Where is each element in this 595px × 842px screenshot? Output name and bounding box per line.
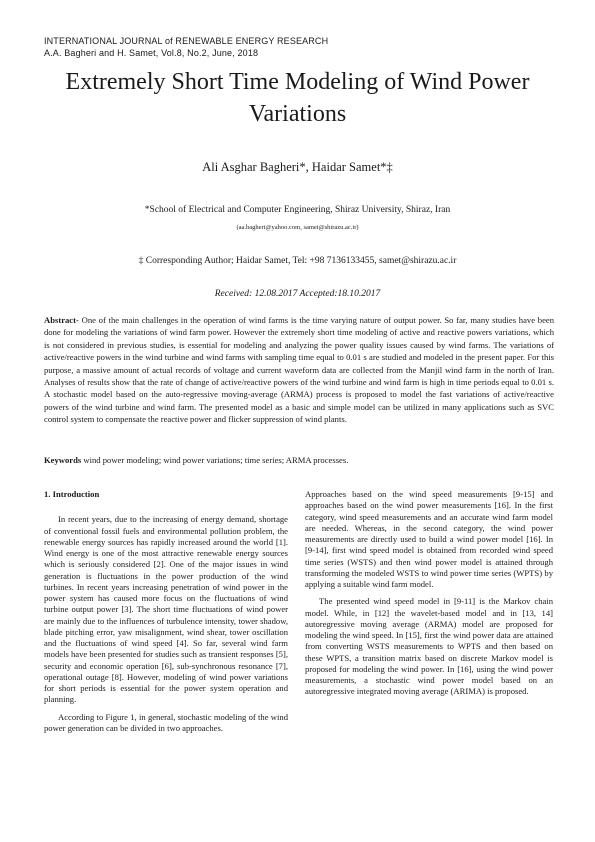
- corresponding-author: ‡ Corresponding Author; Haidar Samet, Tel: +98 7136133455, samet@shirazu.ac.ir: [138, 256, 457, 266]
- paper-title: Extremely Short Time Modeling of Wind Power Variations: [65, 69, 530, 127]
- abstract-label: Abstract-: [44, 315, 79, 325]
- section-heading-introduction: 1. Introduction: [44, 489, 100, 499]
- paragraph: According to Figure 1, in general, stochastic modeling of the wind power generation can be divided in two approaches.: [44, 711, 288, 733]
- left-column: [44, 489, 288, 740]
- affiliation: *School of Electrical and Computer Engineering, Shiraz University, Shiraz, Iran: [144, 205, 451, 215]
- keywords-text: wind power modeling; wind power variations; time series; ARMA processes.: [83, 455, 349, 465]
- citation-line: A.A. Bagheri and H. Samet, Vol.8, No.2, June, 2018: [44, 48, 259, 58]
- received-accepted-dates: Received: 12.08.2017 Accepted:18.10.2017: [214, 289, 381, 299]
- paragraph: In recent years, due to the increasing of energy demand, shortage of conventional fossil fuels and environmental pollution problem, the renewable energy sources has rapidly increased around the world [1]. Wind energy is one of the most attractive renewable energy sources which is seriously considered [2]. One of the major issues in wind generation is fluctuations in the power production of the wind turbines. In recent years increasing penetration of wind power in the power system has caused more focus on the fluctuations of wind turbine output power [3]. The short time fluctuations of wind power are mainly due to the influences of turbulence intensity, tower shadow, blade pitching error, yaw misalignment, wind shear, tower oscillation and the fluctuations of wind speed [4]. So far, several wind farm models have been presented for studies such as transient responses [5], security and economic operation [6], sub-synchronous resonance [7], operational outage [8]. However, modeling of wind power variations for short periods is essential for the power system operation and planning.: [44, 514, 288, 705]
- paragraph: Approaches based on the wind speed measurements [9-15] and approaches based on the wind power measurements [16]. In the first category, wind speed measurements and an accurate wind farm model are needed. Whereas, in the second category, the wind power measurements are directly used to build a wind power model [16]. In [9-14], first wind speed model is obtained from recorded wind speed time series (WSTS) and then wind power model is attained through transforming the modeled WSTS to wind power time series (WPTS) by applying a suitable wind farm model.: [305, 489, 553, 589]
- keywords: [44, 454, 554, 466]
- keywords-label: Keywords: [44, 455, 82, 465]
- journal-header: [44, 35, 564, 59]
- abstract: [44, 314, 554, 426]
- author-list: Ali Asghar Bagheri*, Haidar Samet*‡: [202, 160, 393, 174]
- author-emails: (aa.bagheri@yahoo.com, samet@shirazu.ac.ir): [236, 224, 359, 231]
- journal-name: INTERNATIONAL JOURNAL of RENEWABLE ENERGY RESEARCH: [44, 36, 329, 46]
- abstract-text: One of the main challenges in the operation of wind farms is the time varying nature of output power. So far, many studies have been done for modeling the variations of wind farm power. However the extremely short time modeling of active and reactive powers variations, which is not considered in previous studies, is essential for modeling and analyzing the power quality issues caused by wind farms. The variations of active/reactive powers in the wind turbine and wind farms with sampling time equal to 0.01 s are studied and modeled in the present paper. For this purpose, a massive amount of actual records of voltage and current waveform data are collected from the Manjil wind farm in the north of Iran. Analyses of results show that the rate of change of active/reactive powers of the wind turbine and wind farm is high in time periods equal to 0.01 s. A stochastic model based on the auto-regressive moving-average (ARMA) process is proposed to model the fast variations of active/reactive powers of the wind turbine and wind farm. The presented model as a basic and simple model can be utilized in many applications such as SVC control system to compensate the reactive power and flicker suppression of wind plants.: [44, 315, 554, 425]
- right-column: [305, 489, 553, 704]
- paragraph: The presented wind speed model in [9-11] is the Markov chain model. While, in [12] the wavelet-based model and in [13, 14] autoregressive moving average (ARMA) model are proposed for modeling the wind speed. In [15], first the wind power data are attained from converting WSTS measurements to WPTS and then based on these WPTS, a transition matrix based on discrete Markov model is proposed for modeling the wind power. In [16], using the wind power measurements, a stochastic wind power model based on an autoregressive integrated moving average (ARIMA) is proposed.: [305, 596, 553, 697]
